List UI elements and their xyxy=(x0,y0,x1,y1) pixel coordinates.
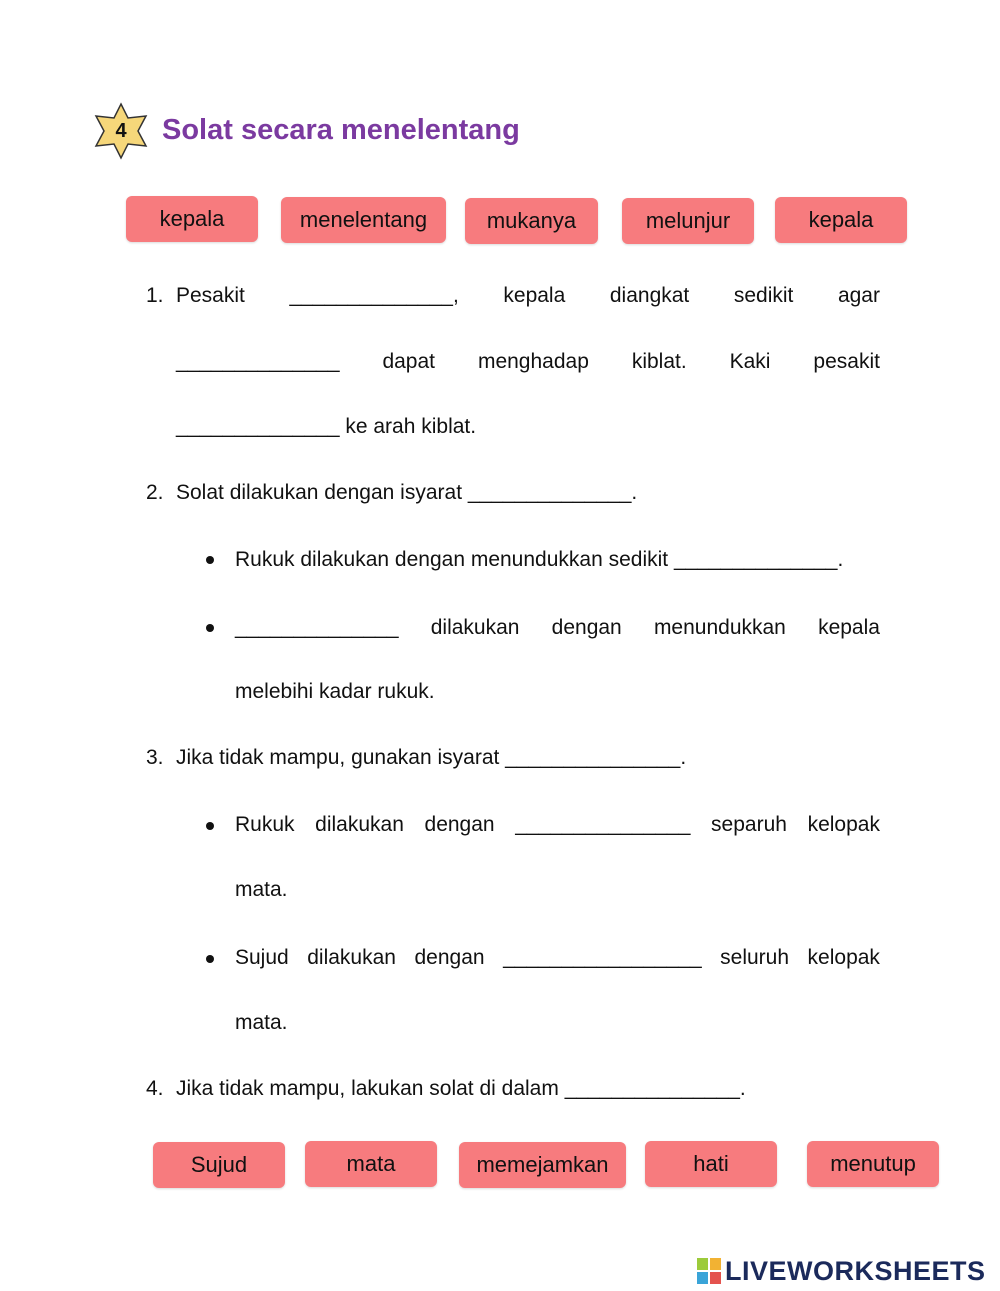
question-line xyxy=(176,281,880,311)
bullet xyxy=(206,822,214,830)
question-number: 2. xyxy=(146,481,164,504)
text: kelopak xyxy=(807,946,880,969)
logo-blocks-icon xyxy=(697,1258,721,1284)
bullet-line: mata. xyxy=(235,1011,288,1034)
text: Pesakit xyxy=(176,284,245,307)
brand-name: LIVEWORKSHEETS xyxy=(725,1255,986,1286)
question-line: Jika tidak mampu, gunakan isyarat _______________. xyxy=(176,746,687,769)
text: ke arah kiblat. xyxy=(345,415,477,438)
text: kiblat. xyxy=(631,350,687,373)
text: Rukuk xyxy=(235,813,295,836)
text: pesakit xyxy=(813,350,880,373)
text: kepala xyxy=(818,616,880,639)
question-line: Solat dilakukan dengan isyarat ______________. xyxy=(176,481,638,504)
text: dengan xyxy=(424,813,495,836)
bullet-line: melebihi kadar rukuk. xyxy=(235,680,435,703)
blank-field[interactable]: ______________, xyxy=(289,284,459,307)
bullet-line: Rukuk dilakukan dengan menundukkan sedikit ______________. xyxy=(235,548,844,571)
word-chip[interactable]: Sujud xyxy=(153,1142,285,1188)
bullet xyxy=(206,955,214,963)
word-chip[interactable]: kepala xyxy=(126,196,258,242)
question-number: 1. xyxy=(146,284,164,307)
text: Solat dilakukan dengan isyarat xyxy=(176,481,468,504)
question-line xyxy=(176,412,476,442)
word-chip[interactable]: melunjur xyxy=(622,198,754,244)
text: menundukkan xyxy=(653,616,786,639)
section-number: 4 xyxy=(115,119,127,142)
text: dilakukan xyxy=(430,616,520,639)
question-line xyxy=(176,347,880,377)
text: dilakukan xyxy=(307,946,396,969)
text: Rukuk dilakukan dengan menundukkan sedikit xyxy=(235,548,674,571)
blank-field[interactable]: _______________ xyxy=(564,1077,740,1100)
word-chip[interactable]: menelentang xyxy=(281,197,446,243)
bullet-line xyxy=(235,943,880,973)
blank-field[interactable]: _________________ xyxy=(503,946,702,969)
text: Sujud xyxy=(235,946,289,969)
blank-field[interactable]: ______________ xyxy=(235,616,399,639)
word-chip[interactable]: memejamkan xyxy=(459,1142,626,1188)
bullet-line xyxy=(235,810,880,840)
text: Kaki xyxy=(729,350,771,373)
blank-field[interactable]: ______________ xyxy=(176,350,340,373)
question-line: Jika tidak mampu, lakukan solat di dalam _______________. xyxy=(176,1077,746,1100)
text: dengan xyxy=(414,946,485,969)
word-chip[interactable]: mukanya xyxy=(465,198,598,244)
text: dapat xyxy=(382,350,436,373)
text: Jika tidak mampu, gunakan isyarat xyxy=(176,746,506,769)
section-title: Solat secara menelentang xyxy=(162,114,520,146)
word-chip[interactable]: hati xyxy=(645,1141,777,1187)
text: dengan xyxy=(551,616,622,639)
word-chip[interactable]: mata xyxy=(305,1141,437,1187)
word-chip[interactable]: kepala xyxy=(775,197,907,243)
text: dilakukan xyxy=(315,813,404,836)
question-number: 3. xyxy=(146,746,164,769)
text: kelopak xyxy=(807,813,880,836)
text: agar xyxy=(837,284,880,307)
blank-field[interactable]: ______________ xyxy=(176,415,340,438)
text: sedikit xyxy=(733,284,794,307)
blank-field[interactable]: _______________ xyxy=(505,746,681,769)
bullet-line: mata. xyxy=(235,878,288,901)
blank-field[interactable]: ______________ xyxy=(673,548,838,571)
bullet-line xyxy=(235,613,880,643)
text: menghadap xyxy=(477,350,589,373)
liveworksheets-logo xyxy=(697,1255,986,1287)
blank-field[interactable]: ______________ xyxy=(467,481,632,504)
blank-field[interactable]: _______________ xyxy=(515,813,691,836)
text: Jika tidak mampu, lakukan solat di dalam xyxy=(176,1077,565,1100)
question-number: 4. xyxy=(146,1077,164,1100)
bullet xyxy=(206,556,214,564)
bullet xyxy=(206,624,214,632)
text: separuh xyxy=(711,813,787,836)
text: seluruh xyxy=(720,946,790,969)
text: diangkat xyxy=(609,284,690,307)
text: kepala xyxy=(503,284,566,307)
word-chip[interactable]: menutup xyxy=(807,1141,939,1187)
